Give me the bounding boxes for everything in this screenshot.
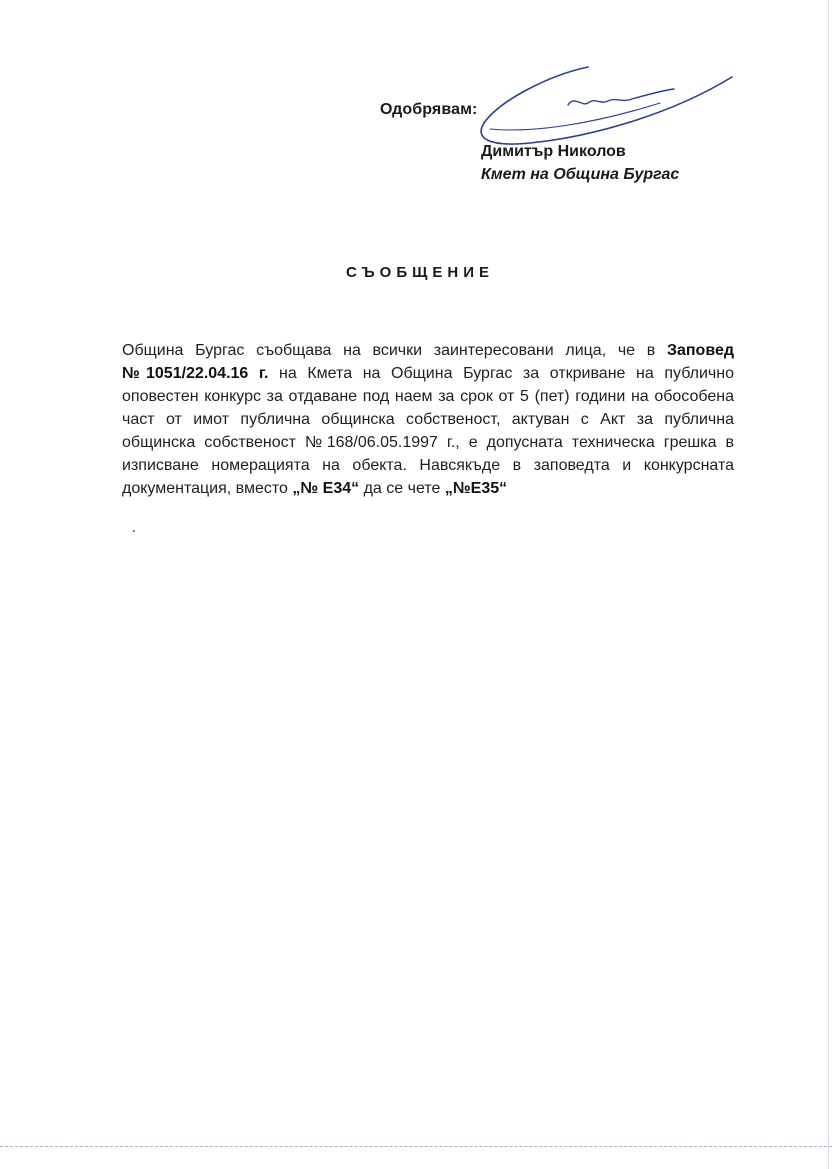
scan-edge-line	[0, 1146, 832, 1151]
scan-speck	[133, 530, 135, 532]
notice-body	[122, 339, 734, 500]
notice-body-segment: Община Бургас съобщава на всички заинтересовани лица, че в	[122, 342, 667, 359]
signer-name: Димитър Николов	[481, 143, 626, 160]
signature-stroke-loop	[568, 89, 674, 105]
notice-body-segment: на Кмета на Община Бургас за откриване на публично оповестен конкурс за отдаване под наем за срок от 5 (пет) години на обособена част от имот публична общинска собственост, актуван с Акт за публична общинска собственост №168/06.05.1997 г., е допусната техническа грешка в изписване номерацията на обекта. Навсякъде в заповедта и конкурсната документация, вместо	[122, 365, 734, 497]
notice-heading: СЪОБЩЕНИЕ	[345, 264, 495, 281]
approval-label: Одобрявам:	[380, 101, 478, 118]
notice-body-segment: да се чете	[359, 480, 445, 497]
scan-edge-right	[828, 0, 829, 1169]
signer-title: Кмет на Община Бургас	[481, 166, 680, 183]
new-number: „№Е35“	[444, 480, 508, 497]
signature-stroke-tail	[490, 103, 660, 130]
old-number: „№ Е34“	[292, 480, 360, 497]
signature-stroke-main	[481, 67, 732, 144]
order-reference: Заповед №1051/22.04.16 г.	[122, 342, 734, 382]
